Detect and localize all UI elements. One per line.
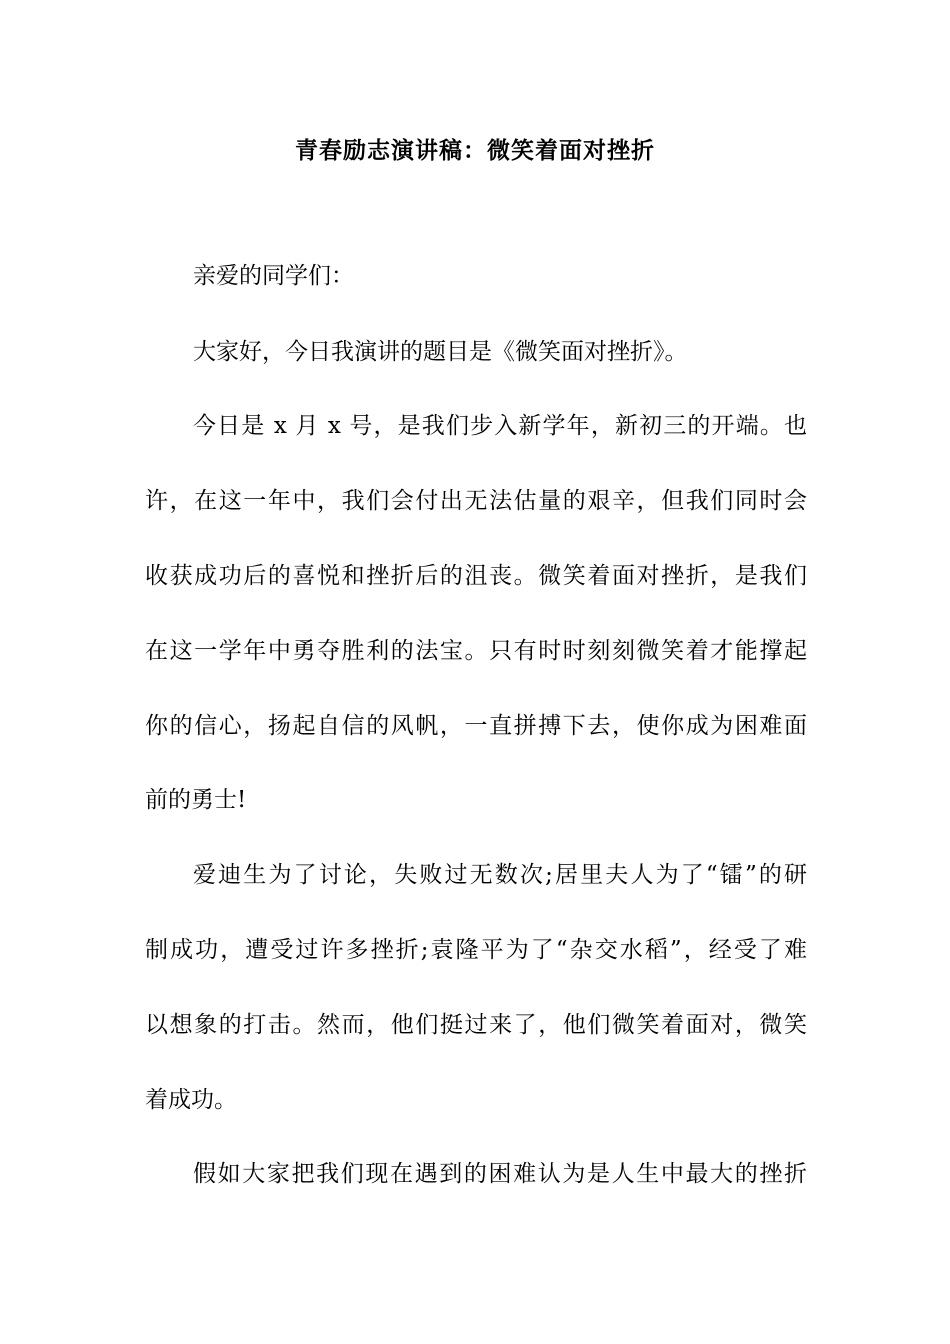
salutation-line: 亲爱的同学们： [193,263,354,289]
text-line: 爱迪生为了讨论，失败过无数次;居里夫人为了“镭”的研 [193,862,807,888]
document-title: 青春励志演讲稿：微笑着面对挫折 [295,137,655,164]
text-line: 在这一学年中勇夺胜利的法宝。只有时时刻刻微笑着才能撑起 [145,638,807,664]
text-line: 前的勇士! [145,787,247,813]
text-line: 假如大家把我们现在遇到的困难认为是人生中最大的挫折 [193,1161,807,1187]
text-line: 今日是 x 月 x 号，是我们步入新学年，新初三的开端。也 [193,413,807,439]
text-line: 以想象的打击。然而，他们挺过来了，他们微笑着面对，微笑 [145,1012,807,1038]
text-line: 大家好，今日我演讲的题目是《微笑面对挫折》。 [193,339,688,365]
text-line: 收获成功后的喜悦和挫折后的沮丧。微笑着面对挫折，是我们 [145,563,807,589]
text-line: 许，在这一年中，我们会付出无法估量的艰辛，但我们同时会 [145,488,807,514]
text-line: 你的信心，扬起自信的风帆，一直拼搏下去，使你成为困难面 [145,713,807,739]
text-line: 着成功。 [145,1087,237,1113]
text-line: 制成功，遭受过许多挫折;袁隆平为了“杂交水稻”，经受了难 [145,937,807,963]
